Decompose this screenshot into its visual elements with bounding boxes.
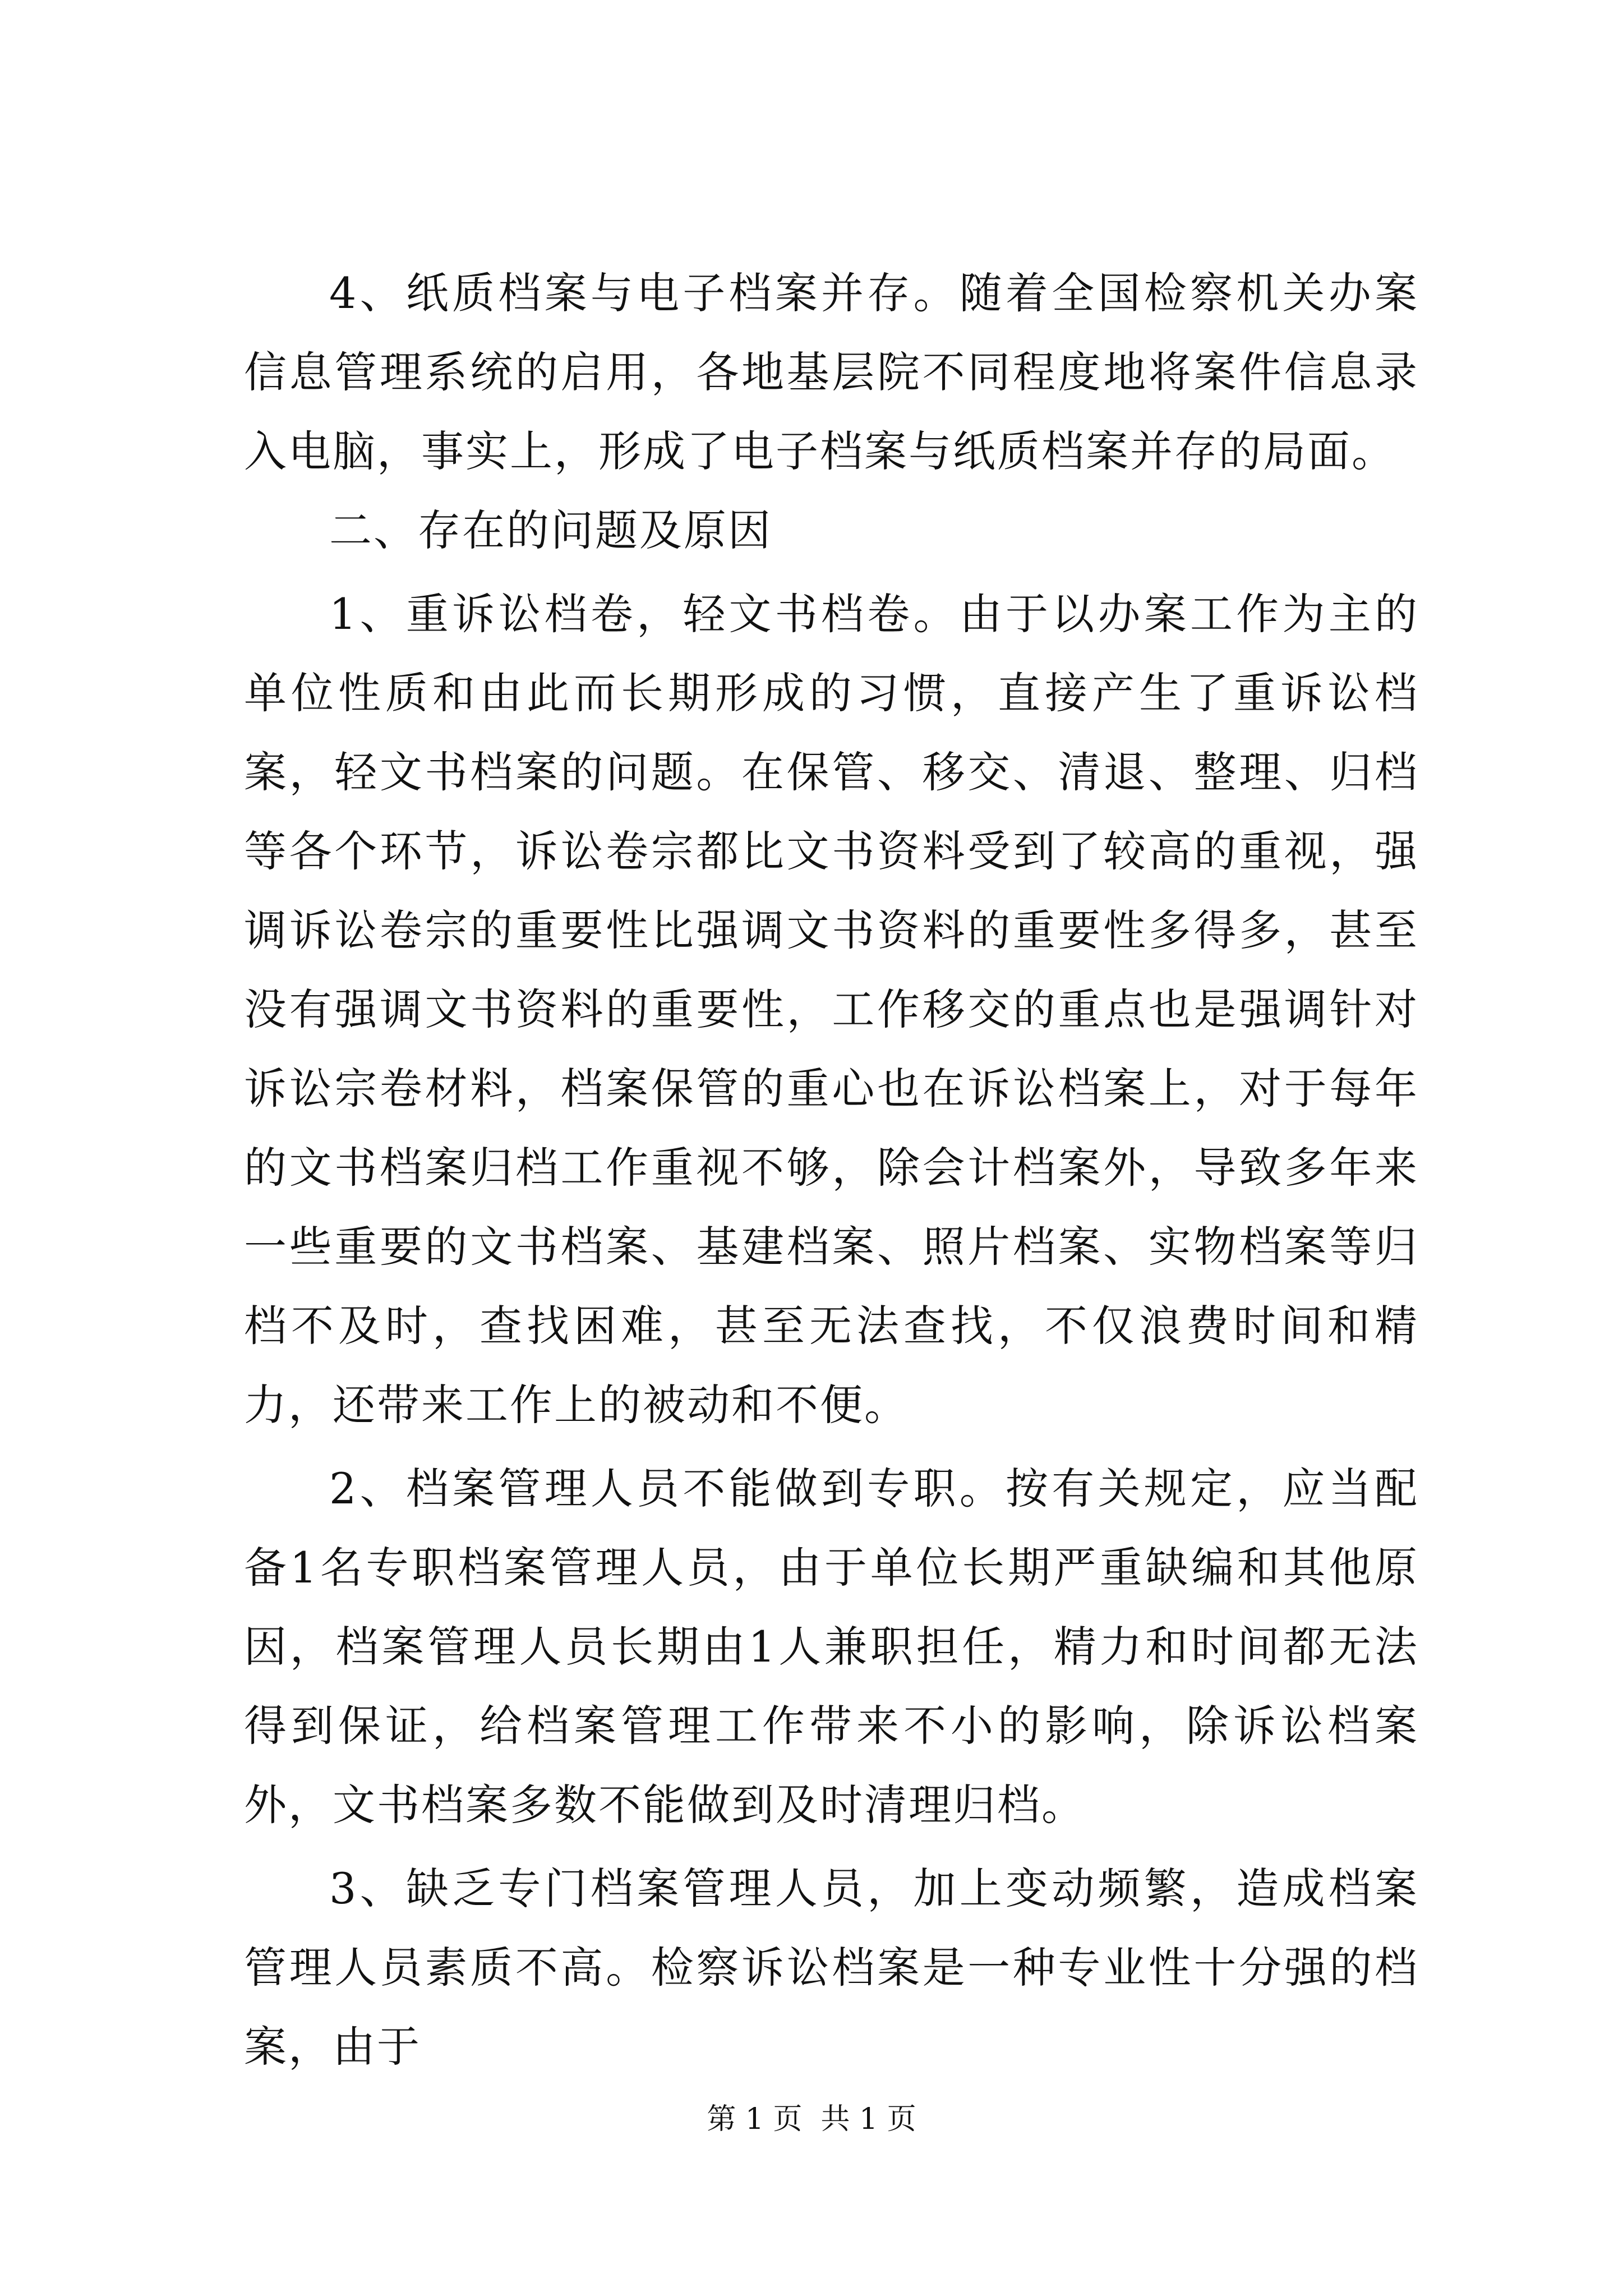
paragraph-4-coexistence: 4、纸质档案与电子档案并存。随着全国检察机关办案信息管理系统的启用，各地基层院不同程度地将案件信息录入电脑，事实上，形成了电子档案与纸质档案并存的局面。 <box>244 268 1419 476</box>
section-heading-problems: 二、存在的问题及原因 <box>329 505 772 555</box>
page-number: 第 1 页 共 1 页 <box>707 2102 916 2136</box>
page-footer <box>0 2095 1623 2137</box>
paragraph-1-litigation-vs-documents: 1、重诉讼档卷，轻文书档卷。由于以办案工作为主的单位性质和由此而长期形成的习惯，直接产生了重诉讼档案，轻文书档案的问题。在保管、移交、清退、整理、归档等各个环节，诉讼卷宗都比文书资料受到了较高的重视，强调诉讼卷宗的重要性比强调文书资料的重要性多得多，甚至没有强调文书资料的重要性，工作移交的重点也是强调针对诉讼宗卷材料，档案保管的重心也在诉讼档案上，对于每年的文书档案归档工作重视不够，除会计档案外，导致多年来一些重要的文书档案、基建档案、照片档案、实物档案等归档不及时，查找困难，甚至无法查找，不仅浪费时间和精力，还带来工作上的被动和不便。 <box>244 589 1419 1430</box>
paragraph-2-no-fulltime-staff: 2、档案管理人员不能做到专职。按有关规定，应当配备1名专职档案管理人员，由于单位长期严重缺编和其他原因，档案管理人员长期由1人兼职担任，精力和时间都无法得到保证，给档案管理工作带来不小的影响，除诉讼档案外，文书档案多数不能做到及时清理归档。 <box>244 1464 1419 1830</box>
document-body <box>244 254 1419 2086</box>
paragraph-3-staff-quality: 3、缺乏专门档案管理人员，加上变动频繁，造成档案管理人员素质不高。检察诉讼档案是一种专业性十分强的档案，由于 <box>244 1864 1419 2072</box>
